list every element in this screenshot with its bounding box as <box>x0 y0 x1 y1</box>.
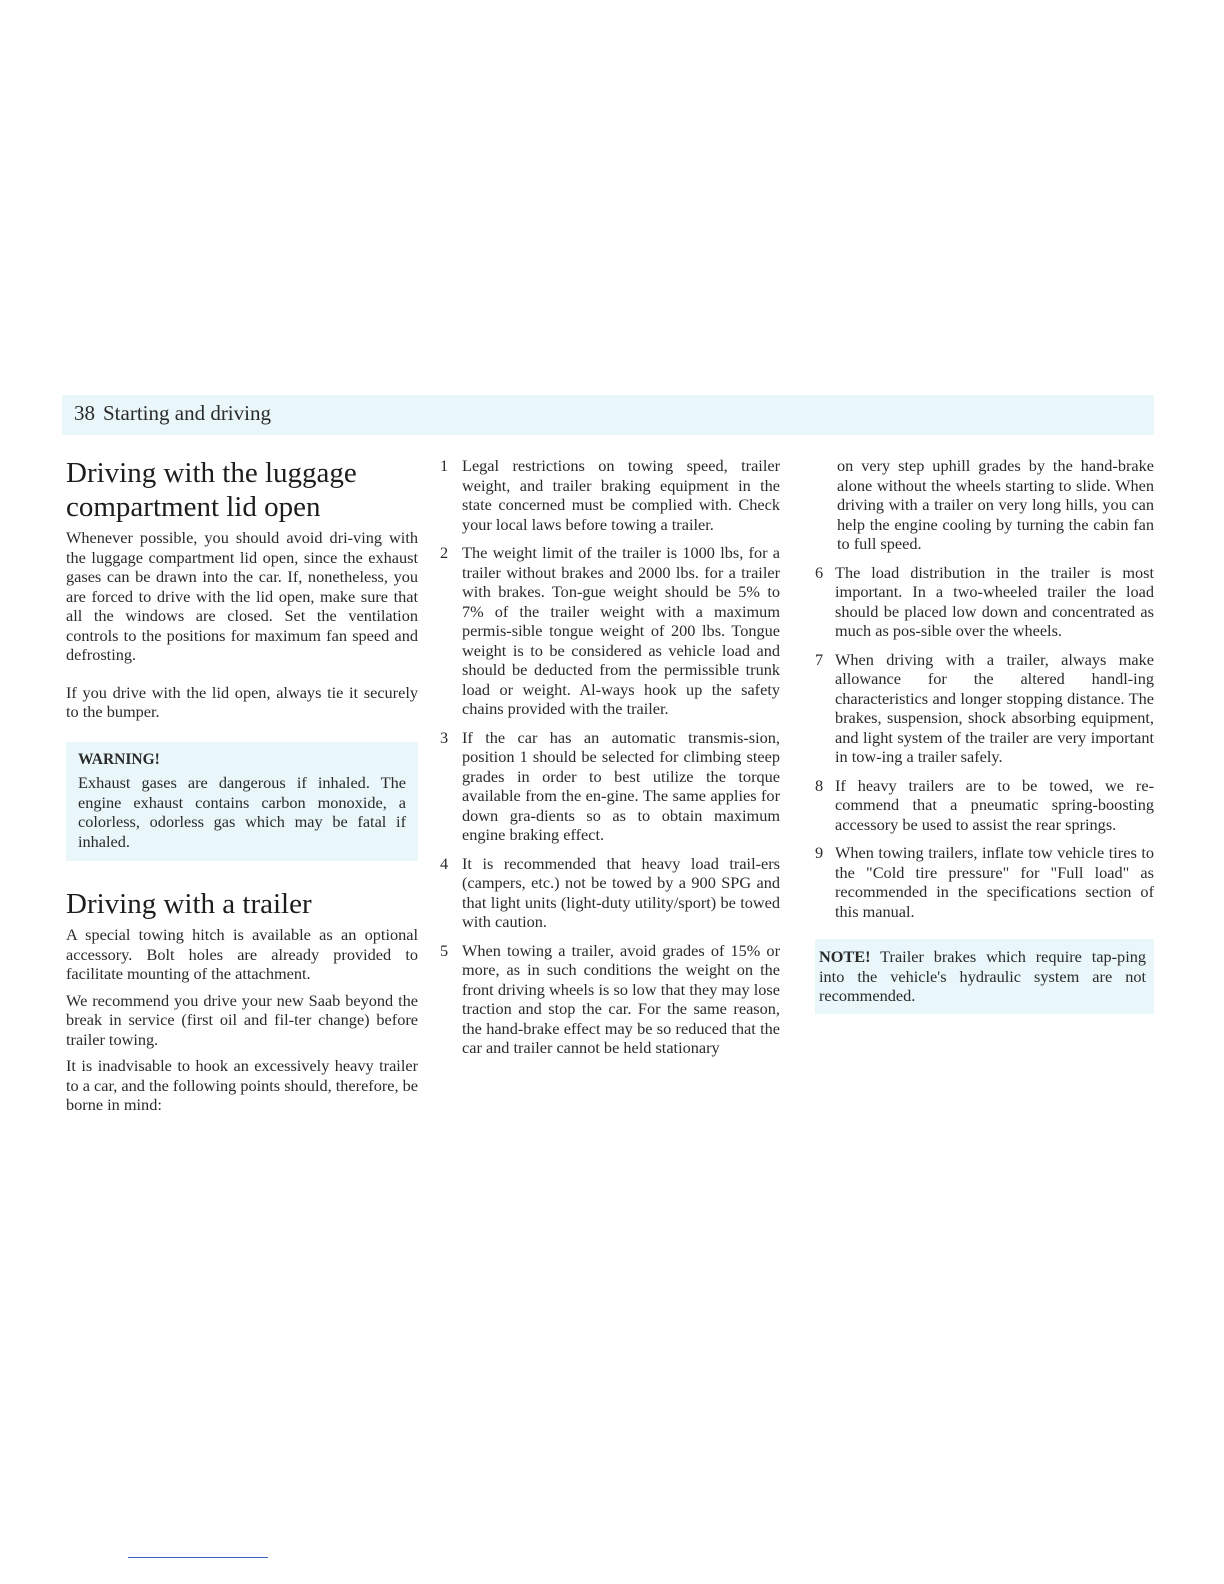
list-item <box>815 650 1154 767</box>
paragraph-heavy-trailer: It is inadvisable to hook an excessively heavy trailer to a car, and the following points should, therefore, be borne in mind: <box>66 1056 419 1114</box>
list-item <box>440 941 780 1058</box>
note-text: Trailer brakes which require tap-ping into the vehicle's hydraulic system are not recommended. <box>819 947 1146 1005</box>
item-text: If heavy trailers are to be towed, we re-commend that a pneumatic spring-boosting accessory be used to assist the rear springs. <box>835 775 1154 834</box>
note-label: NOTE! <box>819 947 871 966</box>
list-item-continuation: on very step uphill grades by the hand-brake alone without the wheels starting to slide. When driving with a trailer on very long hills, you can help the engine cooling by turning the cabin fan to full speed. <box>837 456 1154 553</box>
item-number: 6 <box>815 562 824 582</box>
item-text: It is recommended that heavy load trail-ers (campers, etc.) not be towed by a 900 SPG and that light units (light-duty utility/sport) be towed with caution. <box>462 853 780 931</box>
warning-title: WARNING! <box>78 750 160 768</box>
paragraph-lid-open: Whenever possible, you should avoid dri-ving with the luggage compartment lid open, since the exhaust gases can be drawn into the car. If, nonetheless, you are forced to drive with the lid open, make sure that all the windows are closed. Set the ventilation controls to the positions for maximum fan speed and defrosting. <box>66 528 418 664</box>
item-number: 5 <box>440 940 449 960</box>
page-header <box>74 401 271 426</box>
list-item <box>440 728 780 845</box>
list-item <box>815 843 1154 921</box>
column-2 <box>440 456 780 1067</box>
list-item <box>440 854 780 932</box>
list-item <box>815 776 1154 835</box>
paragraph-break-in: We recommend you drive your new Saab beyond the break in service (first oil and fil-ter change) before trailer towing. <box>66 990 418 1049</box>
page-number: 38 <box>74 401 95 425</box>
list-item <box>815 563 1154 641</box>
trailer-points-list-2 <box>815 563 1154 922</box>
section-title: Starting and driving <box>103 401 271 425</box>
list-item <box>440 456 780 534</box>
item-number: 4 <box>440 853 449 873</box>
heading-luggage-lid: Driving with the luggage compartment lid open <box>66 457 357 523</box>
list-item <box>440 543 780 719</box>
item-text: When towing trailers, inflate tow vehicle tires to the "Cold tire pressure" for "Full load" as recommended in the specifications section of this manual. <box>835 843 1154 921</box>
item-number: 9 <box>815 843 824 862</box>
column-1 <box>66 456 418 1122</box>
item-number: 8 <box>815 775 824 795</box>
item-text: If the car has an automatic transmis-sion, position 1 should be selected for climbing steep grades in order to best utilize the torque available from the en-gine. The same applies for down gra-dients so as to obtain maximum engine braking effect. <box>462 727 780 844</box>
item-number: 1 <box>440 456 449 475</box>
warning-box <box>66 742 418 862</box>
column-3 <box>815 456 1154 1014</box>
item-text: The weight limit of the trailer is 1000 lbs, for a trailer without brakes and 2000 lbs. for a trailer with brakes. Ton-gue weight should be 5% to 7% of the trailer weight with a maximum permis-sible tongue weight of 200 lbs. Tongue weight is to be considered as vehicle load and should be deducted from the permissible trunk load or weight. Al-ways hook up the safety chains provided with the trailer. <box>462 543 780 718</box>
item-text: Legal restrictions on towing speed, trailer weight, and trailer braking equipment in the state concerned must be complied with. Check your local laws before towing a trailer. <box>462 456 780 534</box>
item-number: 3 <box>440 727 449 747</box>
paragraph-tie-lid: If you drive with the lid open, always tie it securely to the bumper. <box>66 682 418 721</box>
item-number: 2 <box>440 543 449 562</box>
footer-rule <box>128 1557 268 1558</box>
item-number: 7 <box>815 649 824 669</box>
item-text: The load distribution in the trailer is most important. In a two-wheeled trailer the load should be placed low down and concentrated as much as pos-sible over the wheels. <box>835 562 1154 640</box>
item-text: When driving with a trailer, always make allowance for the altered handl-ing characteristics and longer stopping distance. The brakes, suspension, shock absorbing equipment, and light system of the trailer are very important in tow-ing a trailer safely. <box>835 649 1154 766</box>
note-box <box>815 939 1154 1014</box>
warning-text: Exhaust gases are dangerous if inhaled. The engine exhaust contains carbon monoxide, a colorless, odorless gas which may be fatal if inhaled. <box>78 773 406 851</box>
trailer-points-list-1 <box>440 456 780 1058</box>
item-text: When towing a trailer, avoid grades of 15% or more, as in such conditions the weight on the front driving wheels is so low that they may lose traction and stop the car. For the same reason, the hand-brake effect may be so reduced that the car and trailer cannot be held stationary <box>462 940 780 1057</box>
heading-trailer: Driving with a trailer <box>66 888 312 920</box>
paragraph-towing-hitch: A special towing hitch is available as an optional accessory. Bolt holes are already provided to facilitate mounting of the attachment. <box>66 925 418 983</box>
